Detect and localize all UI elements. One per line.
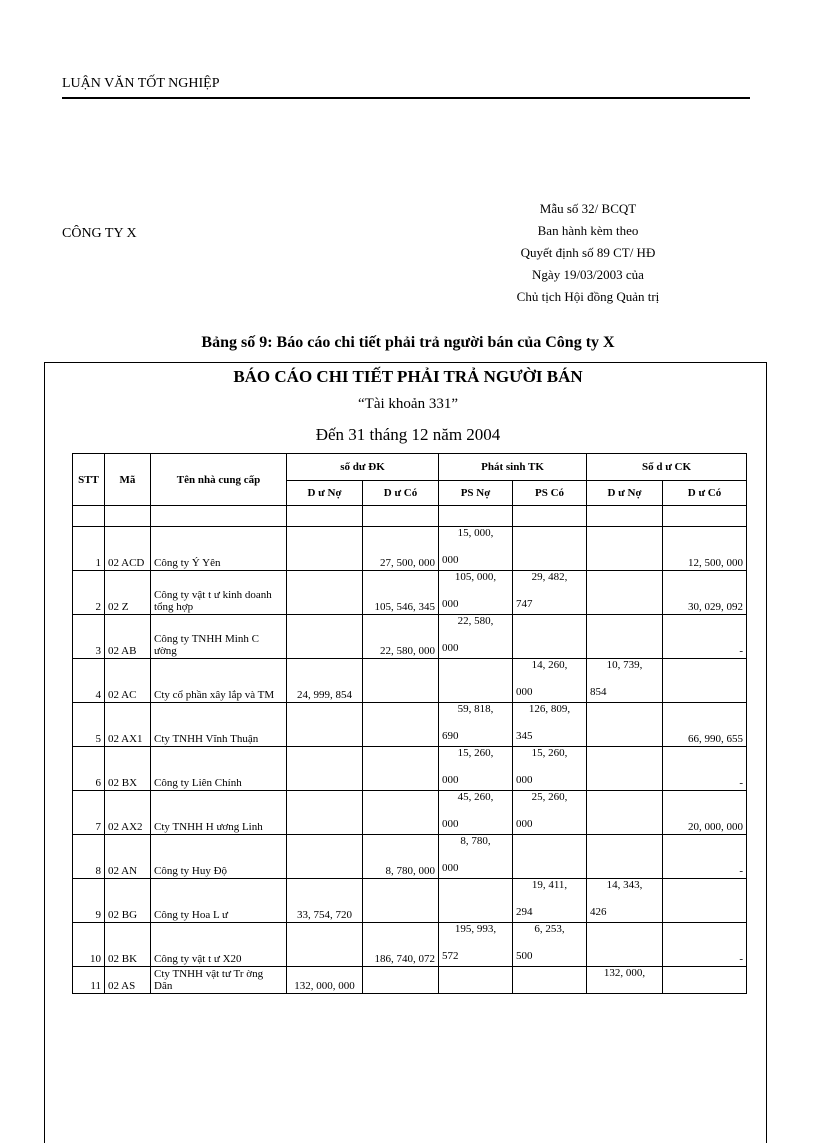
cell-ps-no (439, 659, 513, 703)
report-title: BÁO CÁO CHI TIẾT PHẢI TRẢ NGƯỜI BÁN (233, 367, 583, 386)
cell-ps-no (439, 571, 513, 615)
cell-ps-no-line2: 690 (442, 730, 459, 742)
cell-ps-no (439, 615, 513, 659)
cell-du-no-ck (587, 527, 663, 571)
cell-stt: 3 (73, 615, 105, 659)
cell-ps-no-line1: 59, 818, (457, 703, 494, 715)
cell-du-no-ck-line2: 854 (590, 686, 607, 698)
cell-ps-co (513, 659, 587, 703)
cell-ma: 02 AN (105, 835, 151, 879)
form-line: Ban hành kèm theo (537, 223, 639, 238)
cell-du-co-dk (363, 791, 439, 835)
table-row (73, 703, 747, 747)
cell-du-no-dk: 24, 999, 854 (287, 659, 363, 703)
header-ma: Mã (105, 454, 151, 506)
cell-ps-co (513, 923, 587, 967)
cell-ps-co (513, 527, 587, 571)
cell-du-co-ck (663, 967, 747, 994)
cell-ten: Cty TNHH H ương Linh (151, 791, 287, 835)
cell-du-no-dk (287, 747, 363, 791)
table-row (73, 747, 747, 791)
cell-ps-no-line1: 105, 000, (454, 571, 497, 583)
cell-ps-no-line2: 000 (442, 554, 459, 566)
cell-ps-no (439, 791, 513, 835)
cell-du-no-ck-line1: 10, 739, (606, 659, 643, 671)
cell-du-no-ck (587, 571, 663, 615)
cell-du-co-dk (363, 659, 439, 703)
cell-du-no-ck (587, 967, 663, 994)
report-subtitle: “Tài khoản 331” (358, 396, 458, 412)
cell-ten: Cty TNHH Vĩnh Thuận (151, 703, 287, 747)
cell-ps-no (439, 527, 513, 571)
cell-stt: 10 (73, 923, 105, 967)
cell-ps-co-line1: 126, 809, (528, 703, 571, 715)
cell-ps-co-line1: 15, 260, (531, 747, 568, 759)
cell-du-co-ck (663, 879, 747, 923)
cell-ps-no-line1: 15, 000, (457, 527, 494, 539)
cell-du-no-dk (287, 703, 363, 747)
cell-du-no-ck (587, 615, 663, 659)
cell-du-co-ck: - (663, 747, 747, 791)
document-header: LUẬN VĂN TỐT NGHIỆP (62, 76, 220, 91)
cell-ma: 02 BK (105, 923, 151, 967)
cell-stt: 2 (73, 571, 105, 615)
header-du-co-ck: D ư Có (663, 481, 747, 506)
company-name: CÔNG TY X (62, 226, 137, 241)
cell-du-co-ck: - (663, 923, 747, 967)
cell-ma: 02 BG (105, 879, 151, 923)
cell-ps-no-line1: 15, 260, (457, 747, 494, 759)
cell-ps-no (439, 967, 513, 994)
cell-stt: 4 (73, 659, 105, 703)
cell-ps-co-line2: 000 (516, 686, 533, 698)
cell-du-co-ck: 12, 500, 000 (663, 527, 747, 571)
cell-du-co-dk: 105, 546, 345 (363, 571, 439, 615)
cell-ps-co-line2: 747 (516, 598, 533, 610)
cell-ma: 02 BX (105, 747, 151, 791)
cell-du-no-dk (287, 615, 363, 659)
form-line: Mẫu số 32/ BCQT (539, 201, 637, 216)
form-line: Ngày 19/03/2003 của (532, 267, 644, 282)
cell-ps-no-line2: 000 (442, 774, 459, 786)
cell-du-no-ck-line2: 426 (590, 906, 607, 918)
cell-ps-co (513, 571, 587, 615)
cell-du-co-dk (363, 703, 439, 747)
cell-du-co-dk (363, 967, 439, 994)
cell-ma: 02 AB (105, 615, 151, 659)
cell-ps-no-line1: 45, 260, (457, 791, 494, 803)
header-ten: Tên nhà cung cấp (151, 454, 287, 506)
cell-du-no-dk (287, 571, 363, 615)
header-rule (62, 97, 750, 99)
cell-du-no-ck (587, 659, 663, 703)
cell-ten: Cty cổ phần xây lắp và TM (151, 659, 287, 703)
cell-ps-no (439, 923, 513, 967)
cell-ma: 02 AC (105, 659, 151, 703)
header-so-du-ck: Số d ư CK (587, 454, 747, 481)
table-row (73, 659, 747, 703)
report-date: Đến 31 tháng 12 năm 2004 (315, 425, 501, 444)
cell-ps-no-line2: 000 (442, 818, 459, 830)
cell-ma: 02 ACD (105, 527, 151, 571)
form-line: Quyết định số 89 CT/ HĐ (520, 245, 656, 260)
header-du-no-dk: D ư Nợ (287, 481, 363, 506)
cell-du-co-dk: 186, 740, 072 (363, 923, 439, 967)
table-row (73, 879, 747, 923)
cell-du-co-dk: 8, 780, 000 (363, 835, 439, 879)
table-row (73, 923, 747, 967)
form-line: Chủ tịch Hội đồng Quản trị (516, 289, 660, 304)
cell-du-co-ck: 20, 000, 000 (663, 791, 747, 835)
cell-stt: 7 (73, 791, 105, 835)
cell-ps-no (439, 747, 513, 791)
cell-du-co-ck (663, 659, 747, 703)
cell-ps-co (513, 879, 587, 923)
cell-du-no-ck (587, 703, 663, 747)
cell-ps-co-line1: 29, 482, (531, 571, 568, 583)
cell-ten: Công ty Hoa L ư (151, 879, 287, 923)
cell-du-no-ck (587, 879, 663, 923)
cell-du-co-dk (363, 879, 439, 923)
cell-du-no-dk (287, 791, 363, 835)
cell-stt: 1 (73, 527, 105, 571)
cell-ps-co (513, 747, 587, 791)
cell-ps-co-line1: 14, 260, (531, 659, 568, 671)
table-row (73, 967, 747, 994)
header-so-du-dk: số dư ĐK (287, 454, 439, 481)
cell-du-no-ck (587, 747, 663, 791)
table-row (73, 571, 747, 615)
cell-ps-no-line1: 195, 993, (454, 923, 497, 935)
cell-du-no-ck-line1: 132, 000, (603, 967, 646, 979)
payables-table (72, 453, 747, 994)
cell-du-co-dk: 27, 500, 000 (363, 527, 439, 571)
blank-row (73, 506, 747, 527)
cell-ten: Công ty TNHH Minh C ường (151, 615, 287, 659)
cell-ps-co-line1: 6, 253, (534, 923, 565, 935)
cell-ps-no-line2: 000 (442, 598, 459, 610)
cell-ten: Công ty Liên Chính (151, 747, 287, 791)
cell-du-co-ck: - (663, 615, 747, 659)
header-ps-no: PS Nợ (439, 481, 513, 506)
cell-ps-co-line2: 000 (516, 774, 533, 786)
cell-ps-co-line1: 25, 260, (531, 791, 568, 803)
cell-ma: 02 Z (105, 571, 151, 615)
cell-ps-no-line2: 000 (442, 862, 459, 874)
cell-du-co-ck: 66, 990, 655 (663, 703, 747, 747)
cell-stt: 11 (73, 967, 105, 994)
header-ps-co: PS Có (513, 481, 587, 506)
cell-stt: 5 (73, 703, 105, 747)
cell-ps-co (513, 967, 587, 994)
cell-du-co-dk: 22, 580, 000 (363, 615, 439, 659)
cell-ps-co (513, 703, 587, 747)
cell-ps-co-line2: 345 (516, 730, 533, 742)
cell-ma: 02 AS (105, 967, 151, 994)
table-row (73, 835, 747, 879)
cell-du-no-dk (287, 527, 363, 571)
cell-ps-no-line1: 22, 580, (457, 615, 494, 627)
cell-ps-co (513, 791, 587, 835)
cell-du-no-ck (587, 923, 663, 967)
cell-du-no-dk (287, 923, 363, 967)
cell-du-no-ck (587, 791, 663, 835)
cell-ten: Công ty Ý Yên (151, 527, 287, 571)
cell-ps-co (513, 615, 587, 659)
cell-ps-co-line1: 19, 411, (531, 879, 568, 891)
cell-ten: Công ty vật t ư X20 (151, 923, 287, 967)
cell-du-co-dk (363, 747, 439, 791)
table-row (73, 791, 747, 835)
cell-ma: 02 AX2 (105, 791, 151, 835)
header-stt: STT (73, 454, 105, 506)
cell-ps-co-line2: 500 (516, 950, 533, 962)
table-caption: Bảng số 9: Báo cáo chi tiết phải trả người bán của Công ty X (201, 334, 615, 351)
cell-ps-no-line2: 000 (442, 642, 459, 654)
cell-du-co-ck: - (663, 835, 747, 879)
cell-ps-no (439, 879, 513, 923)
header-phat-sinh: Phát sinh TK (439, 454, 587, 481)
table-row (73, 527, 747, 571)
table-row (73, 615, 747, 659)
header-du-no-ck: D ư Nợ (587, 481, 663, 506)
header-du-co-dk: D ư Có (363, 481, 439, 506)
cell-ten: Công ty Huy Độ (151, 835, 287, 879)
cell-du-no-dk (287, 835, 363, 879)
cell-ps-no (439, 835, 513, 879)
cell-stt: 9 (73, 879, 105, 923)
form-reference-block (500, 198, 676, 308)
cell-ps-co (513, 835, 587, 879)
cell-stt: 6 (73, 747, 105, 791)
cell-du-co-ck: 30, 029, 092 (663, 571, 747, 615)
cell-ps-co-line2: 294 (516, 906, 533, 918)
cell-du-no-dk: 132, 000, 000 (287, 967, 363, 994)
cell-ps-no-line2: 572 (442, 950, 459, 962)
cell-du-no-ck-line1: 14, 343, (606, 879, 643, 891)
cell-ps-co-line2: 000 (516, 818, 533, 830)
cell-stt: 8 (73, 835, 105, 879)
cell-ten: Công ty vật t ư kinh doanh tổng hợp (151, 571, 287, 615)
cell-ps-no-line1: 8, 780, (460, 835, 491, 847)
cell-ps-no (439, 703, 513, 747)
cell-ten: Cty TNHH vật tư Tr ờng Dân (151, 967, 287, 994)
cell-du-no-ck (587, 835, 663, 879)
cell-du-no-dk: 33, 754, 720 (287, 879, 363, 923)
cell-ma: 02 AX1 (105, 703, 151, 747)
